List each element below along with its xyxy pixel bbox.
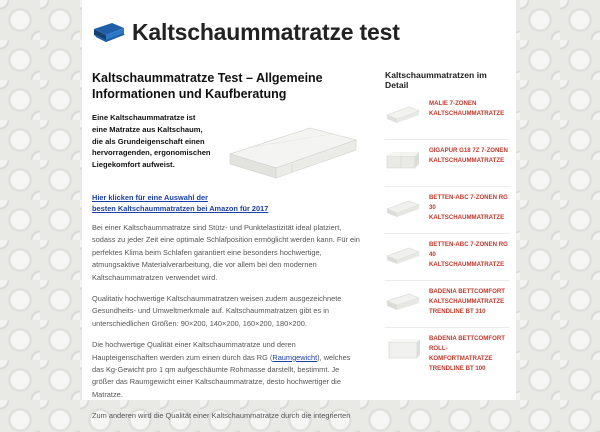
sidebar-item-betten-abc-rg30[interactable] xyxy=(385,193,510,227)
intro-text: Eine Kaltschaummatratze ist eine Matratze aus Kaltschaum, die als Grundeigenschaft einen hervorragenden, ergonomischen Liegekomfort aufweist. xyxy=(92,113,211,170)
sidebar-item-label[interactable]: GIGAPUR G18 7Z 7-ZONEN KALTSCHAUMMATRATZE xyxy=(429,147,508,164)
mattress-thumbnail[interactable] xyxy=(385,336,421,362)
raumgewicht-link[interactable]: Raumgewicht xyxy=(272,352,318,362)
mattress-thumbnail[interactable] xyxy=(385,101,421,127)
mattress-thumbnail[interactable] xyxy=(385,195,421,221)
paragraph-3-start: Die hochwertige Qualität einer Kaltschaummatratze und deren Haupteigenschaften werden zum einen durch das RG ( xyxy=(92,340,296,362)
mattress-image xyxy=(222,114,362,184)
sidebar-item-badenia-bt310[interactable] xyxy=(385,287,510,321)
sidebar-item-betten-abc-rg40[interactable] xyxy=(385,240,510,274)
sidebar-title: Kaltschaummatratzen im Detail xyxy=(385,70,487,90)
site-title[interactable]: Kaltschaummatratze test xyxy=(132,18,400,45)
paragraph-3 xyxy=(92,339,362,401)
mattress-thumbnail[interactable] xyxy=(385,148,421,174)
sidebar-item-label[interactable]: BADENIA BETTCOMFORT KALTSCHAUMMATRATZE TRENDLINE BT 310 xyxy=(429,288,505,315)
paragraph-2: Qualitativ hochwertige Kaltschaummatratzen weisen zudem ausgezeichnete Gesundheits- und Umweltmerkmale auf. Kaltschaummatratzen gibt es in unterschiedlichen Größen: 90×200, 140×200, 160×200, 180×200. xyxy=(92,294,342,328)
paragraph-1: Bei einer Kaltschaummatratze sind Stütz- und Punktelastizität ideal platziert, sodass zu jeder Zeit eine optimale Schlafposition ermöglicht werden kann. Für ein perfektes Klima beim Schlafen garantiert eine besonders hochwertige, atmungsaktive Materialverarbeitung, die vor allem bei den modernen Kaltschaummatratzen verwendet wird. xyxy=(92,223,360,282)
sidebar-item-label[interactable]: BETTEN-ABC 7-ZONEN RG 40 KALTSCHAUMMATRATZE xyxy=(429,241,508,268)
paragraph-3-end: ), welches das Kg-Gewicht pro 1 qm aufgeschäumte Rohmasse darstellt, bestimmt. Je größer das Raumgewicht einer Kaltschaummatratze, desto hochwertiger die Matratze. xyxy=(92,352,351,399)
main-content xyxy=(92,70,362,432)
site-header xyxy=(92,14,400,50)
divider xyxy=(385,233,510,234)
page-container xyxy=(82,0,516,421)
intro-section xyxy=(92,112,362,184)
sidebar-item-malie[interactable] xyxy=(385,99,510,133)
amazon-link[interactable] xyxy=(92,192,362,214)
divider xyxy=(385,280,510,281)
divider xyxy=(385,139,510,140)
divider xyxy=(385,186,510,187)
mattress-logo-icon[interactable] xyxy=(92,19,126,45)
mattress-thumbnail[interactable] xyxy=(385,289,421,315)
mattress-thumbnail[interactable] xyxy=(385,242,421,268)
sidebar-item-label[interactable]: BETTEN-ABC 7-ZONEN RG 30 KALTSCHAUMMATRATZE xyxy=(429,194,508,221)
sidebar xyxy=(385,70,510,380)
sidebar-item-badenia-bt100[interactable] xyxy=(385,334,510,374)
sidebar-item-gigapur[interactable] xyxy=(385,146,510,180)
divider xyxy=(385,327,510,328)
article-title: Kaltschaummatratze Test – Allgemeine Informationen und Kaufberatung xyxy=(92,71,323,101)
amazon-link-line1[interactable]: Hier klicken für eine Auswahl der xyxy=(92,193,208,202)
amazon-link-line2[interactable]: besten Kaltschaummatratzen bei Amazon für 2017 xyxy=(92,204,269,213)
sidebar-item-label[interactable]: BADENIA BETTCOMFORT ROLL-KOMFORTMATRATZE TRENDLINE BT 100 xyxy=(429,335,505,372)
sidebar-item-label[interactable]: MALIE 7-ZONEN KALTSCHAUMMATRATZE xyxy=(429,100,505,117)
paragraph-4: Zum anderen wird die Qualität einer Kaltschaummatratze durch die integrierten xyxy=(92,411,351,421)
